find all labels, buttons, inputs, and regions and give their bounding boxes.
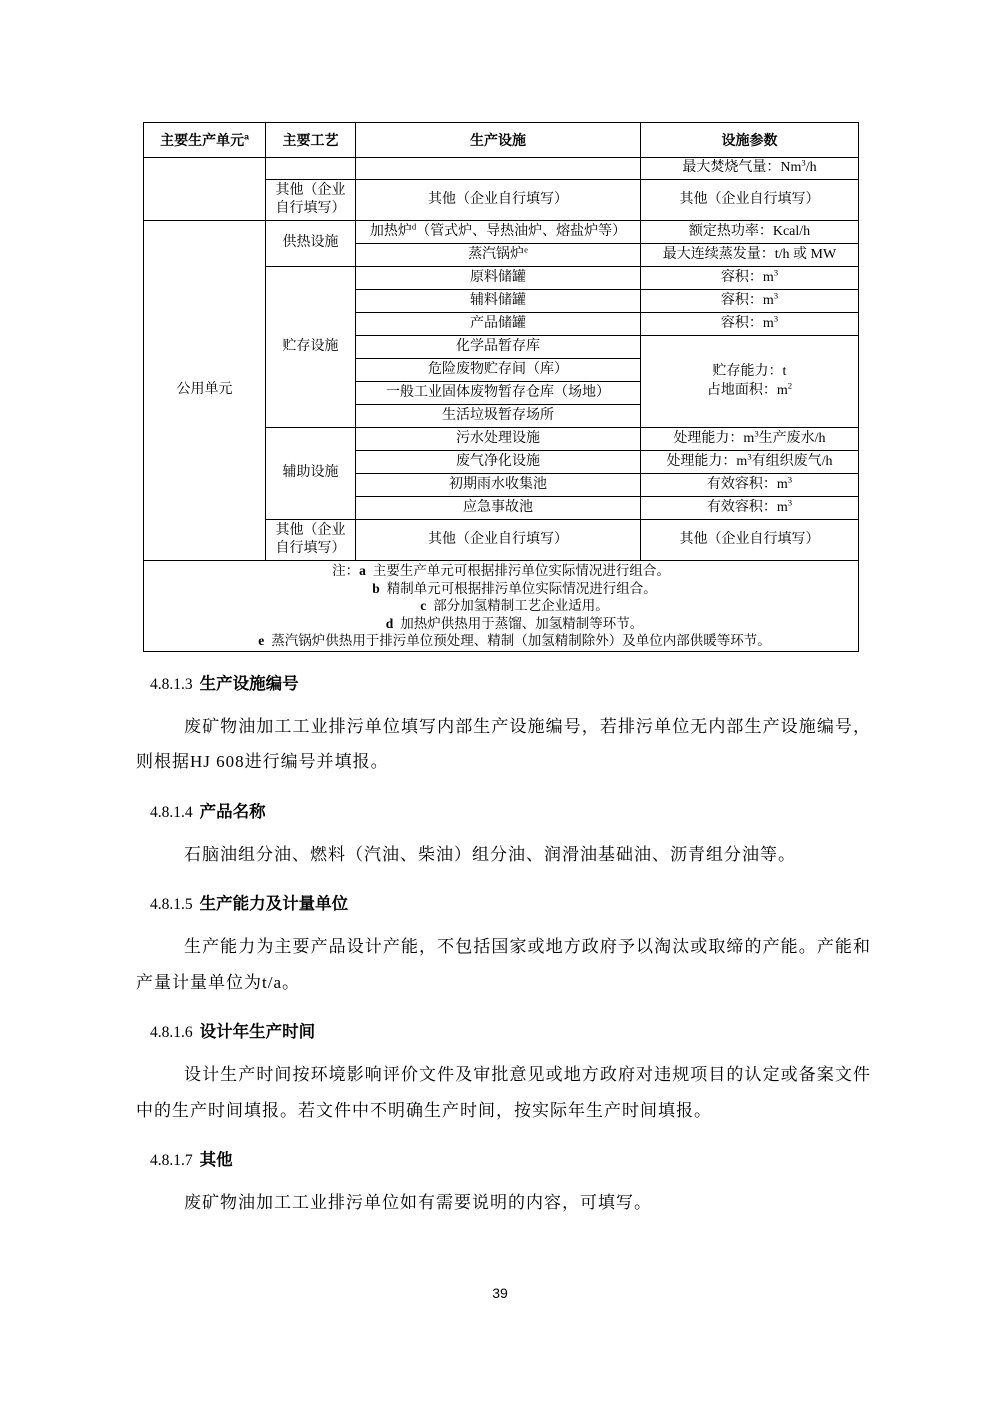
note-item-a (148, 562, 854, 580)
cell-unit1-param-other: 其他（企业自行填写） (641, 180, 859, 221)
cell-facility-auxiliary-material-tank: 辅料储罐 (356, 290, 641, 313)
section-4-8-1-4 (131, 801, 871, 873)
section-4-8-1-5 (131, 893, 871, 1000)
section-title: 生产能力及计量单位 (199, 895, 349, 914)
note-item-c (148, 597, 854, 615)
cell-process-auxiliary: 辅助设施 (266, 428, 356, 520)
cell-param-max-evaporation: 最大连续蒸发量：t/h 或 MW (641, 244, 859, 267)
cell-unit2-process-other: 其他（企业自行填写） (266, 520, 356, 561)
section-heading (150, 1149, 871, 1172)
section-4-8-1-7 (131, 1149, 871, 1221)
page-number: 39 (492, 1285, 508, 1301)
cell-param-sewage-capacity: 处理能力：$m^3$生产废水/h (641, 428, 859, 451)
cell-unit1-name (144, 158, 266, 221)
cell-param-rainwater-volume: 有效容积：$m^3$ (641, 474, 859, 497)
paragraph: 石脑油组分油、燃料（汽油、柴油）组分油、润滑油基础油、沥青组分油等。 (184, 844, 796, 864)
note-key: e (258, 633, 265, 649)
cell-facility-initial-rainwater-pool: 初期雨水收集池 (356, 474, 641, 497)
section-heading (150, 673, 871, 696)
cell-param-gas-capacity: 处理能力：$m^3$有组织废气/h (641, 451, 859, 474)
param-line-floor-area: 占地面积：$m^2$ (706, 379, 793, 398)
note-key: c (420, 598, 427, 614)
section-4-8-1-3 (131, 673, 871, 780)
col-header-parameter: 设施参数 (641, 123, 859, 158)
cell-facility-waste-gas-purification: 废气净化设施 (356, 451, 641, 474)
cell-param-rated-thermal-power: 额定热功率：Kcal/h (641, 221, 859, 244)
table-row (144, 221, 859, 244)
cell-facility-emergency-accident-pool: 应急事故池 (356, 497, 641, 520)
col-header-main-unit: 主要生产单元$^a$ (144, 123, 266, 158)
paragraph: 生产能力为主要产品设计产能，不包括国家或地方政府予以淘汰或取缔的产能。产能和产量计量单位为t/a。 (136, 937, 871, 992)
note-key: d (385, 615, 394, 631)
cell-facility-general-solid-waste-storage: 一般工业固体废物暂存仓库（场地） (356, 382, 641, 405)
cell-unit1-process-other: 其他（企业自行填写） (266, 180, 356, 221)
cell-param-volume-raw: 容积：$m^3$ (641, 267, 859, 290)
cell-param-volume-product: 容积：$m^3$ (641, 313, 859, 336)
col-header-facility: 生产设施 (356, 123, 641, 158)
note-text: 加热炉供热用于蒸馏、加氢精制等环节。 (400, 615, 644, 631)
section-heading (150, 893, 871, 916)
cell-facility-sewage-treatment: 污水处理设施 (356, 428, 641, 451)
section-heading (150, 801, 871, 824)
note-text: 部分加氢精制工艺企业适用。 (433, 598, 609, 614)
section-number: 4.8.1.6 (150, 1024, 193, 1042)
table-row (144, 158, 859, 180)
cell-unit1-process-empty (266, 158, 356, 180)
section-title: 其他 (199, 1151, 233, 1170)
table-notes (144, 561, 859, 652)
section-title: 生产设施编号 (199, 674, 299, 693)
page-content (131, 122, 871, 1227)
section-number: 4.8.1.5 (150, 896, 193, 914)
section-number: 4.8.1.7 (150, 1152, 193, 1170)
cell-param-emergency-volume: 有效容积：$m^3$ (641, 497, 859, 520)
cell-facility-heating-furnace: 加热炉$^d$（管式炉、导热油炉、熔盐炉等） (356, 221, 641, 244)
paragraph: 设计生产时间按环境影响评价文件及审批意见或地方政府对违规项目的认定或备案文件中的生产时间填报。若文件中不明确生产时间，按实际年生产时间填报。 (136, 1065, 871, 1120)
cell-facility-steam-boiler: 蒸汽锅炉$^e$ (356, 244, 641, 267)
note-text: 蒸汽锅炉供热用于排污单位预处理、精制（加氢精制除外）及单位内部供暖等环节。 (271, 633, 771, 649)
section-title: 设计年生产时间 (199, 1023, 316, 1042)
facility-parameters-table (143, 122, 859, 652)
cell-param-volume-aux: 容积：$m^3$ (641, 290, 859, 313)
note-key: b (372, 580, 380, 596)
note-prefix: 注： (332, 563, 360, 578)
note-text: 精制单元可根据排污单位实际情况进行组合。 (386, 580, 657, 596)
cell-unit1-facility-other: 其他（企业自行填写） (356, 180, 641, 221)
note-key: a (359, 563, 366, 578)
cell-param-storage-capacity (641, 336, 859, 428)
table-notes-row (144, 561, 859, 652)
note-item-e (148, 632, 854, 650)
cell-unit2-facility-other: 其他（企业自行填写） (356, 520, 641, 561)
note-item-d (148, 615, 854, 633)
table-header-row (144, 123, 859, 158)
note-item-b (148, 580, 854, 598)
col-header-process: 主要工艺 (266, 123, 356, 158)
cell-facility-domestic-garbage-storage: 生活垃圾暂存场所 (356, 405, 641, 428)
param-line-storage-capacity: 贮存能力：t (712, 364, 787, 380)
cell-facility-product-tank: 产品储罐 (356, 313, 641, 336)
cell-facility-hazardous-waste-storage: 危险废物贮存间（库） (356, 359, 641, 382)
paragraph: 废矿物油加工工业排污单位填写内部生产设施编号，若排污单位无内部生产设施编号，则根据HJ 608进行编号并填报。 (136, 716, 871, 772)
note-text: 主要生产单元可根据排污单位实际情况进行组合。 (372, 563, 670, 578)
section-heading (150, 1021, 871, 1044)
paragraph: 废矿物油加工工业排污单位如有需要说明的内容，可填写。 (184, 1193, 652, 1213)
cell-unit1-facility-empty (356, 158, 641, 180)
section-title: 产品名称 (199, 802, 266, 821)
cell-facility-chemical-storage: 化学品暂存库 (356, 336, 641, 359)
cell-unit2-param-other: 其他（企业自行填写） (641, 520, 859, 561)
cell-facility-raw-material-tank: 原料储罐 (356, 267, 641, 290)
cell-process-storage: 贮存设施 (266, 267, 356, 428)
cell-param-incineration-gas: 最大焚烧气量：Nm$^3$/h (641, 158, 859, 180)
cell-process-heating: 供热设施 (266, 221, 356, 267)
section-number: 4.8.1.4 (150, 803, 193, 821)
section-number: 4.8.1.3 (150, 675, 193, 693)
cell-unit2-name: 公用单元 (144, 221, 266, 561)
section-4-8-1-6 (131, 1021, 871, 1128)
